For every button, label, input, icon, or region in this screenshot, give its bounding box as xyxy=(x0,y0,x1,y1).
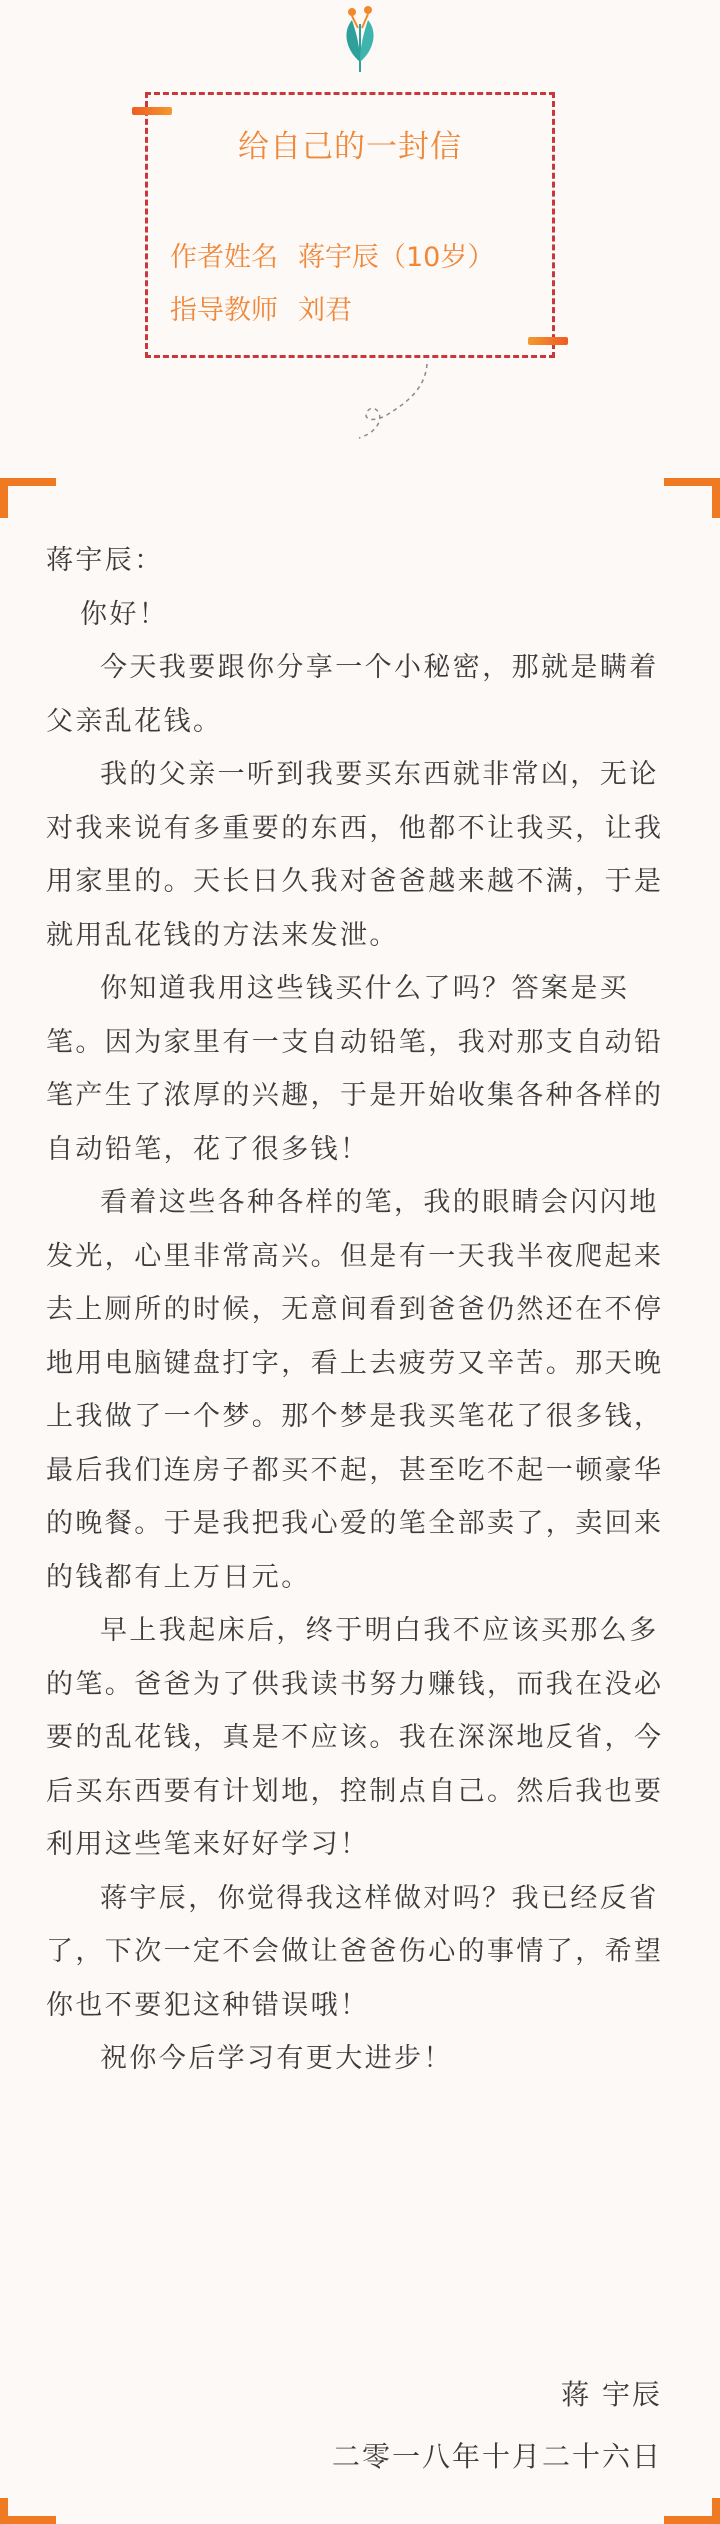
author-label: 作者姓名 xyxy=(170,242,278,273)
teacher-label: 指导教师 xyxy=(170,295,278,326)
corner-bracket-bottom-left xyxy=(0,2498,56,2524)
signature-block xyxy=(332,2364,662,2488)
signature-name: 蒋 宇辰 xyxy=(561,2378,662,2411)
card-corner-accent xyxy=(528,337,568,345)
card-corner-accent xyxy=(132,107,172,115)
author-name: 蒋宇辰（10岁） xyxy=(298,242,495,273)
salutation: 蒋宇辰： xyxy=(46,545,164,576)
dashed-squiggle-icon xyxy=(355,360,435,440)
letter-paragraph: 你知道我用这些钱买什么了吗？答案是买笔。因为家里有一支自动铅笔，我对那支自动铅笔产生了浓厚的兴趣，于是开始收集各种各样的自动铅笔，花了很多钱！ xyxy=(46,973,664,1165)
letter-paragraph: 蒋宇辰，你觉得我这样做对吗？我已经反省了，下次一定不会做让爸爸伤心的事情了，希望你也不要犯这种错误哦！ xyxy=(46,1882,664,2021)
signature-date: 二零一八年十月二十六日 xyxy=(331,2440,662,2473)
author-line xyxy=(170,235,494,274)
leaf-sprig-icon xyxy=(338,2,382,72)
page-title: 给自己的一封信 xyxy=(238,129,462,165)
corner-bracket-bottom-right xyxy=(664,2498,720,2524)
teacher-line xyxy=(170,288,352,327)
teacher-name: 刘君 xyxy=(298,295,352,326)
letter-paragraph: 我的父亲一听到我要买东西就非常凶，无论对我来说有多重要的东西，他都不让我买，让我用家里的。天长日久我对爸爸越来越不满，于是就用乱花钱的方法来发泄。 xyxy=(46,759,664,951)
letter-paragraph: 早上我起床后，终于明白我不应该买那么多的笔。爸爸为了供我读书努力赚钱，而我在没必要的乱花钱，真是不应该。我在深深地反省，今后买东西要有计划地，控制点自己。然后我也要利用这些笔来好好学习！ xyxy=(46,1615,664,1860)
letter-body xyxy=(46,534,666,2086)
closing-wish: 祝你今后学习有更大进步！ xyxy=(100,2043,453,2074)
title-card xyxy=(145,92,555,358)
corner-bracket-top-right xyxy=(664,478,720,518)
letter-paragraph: 今天我要跟你分享一个小秘密，那就是瞒着父亲乱花钱。 xyxy=(46,652,659,737)
letter-paragraph: 看着这些各种各样的笔，我的眼睛会闪闪地发光，心里非常高兴。但是有一天我半夜爬起来去上厕所的时候，无意间看到爸爸仍然还在不停地用电脑键盘打字，看上去疲劳又辛苦。那天晚上我做了一个梦。那个梦是我买笔花了很多钱，最后我们连房子都买不起，甚至吃不起一顿豪华的晚餐。于是我把我心爱的笔全部卖了，卖回来的钱都有上万日元。 xyxy=(46,1187,664,1593)
corner-bracket-top-left xyxy=(0,478,56,518)
greeting: 你好！ xyxy=(80,598,169,630)
